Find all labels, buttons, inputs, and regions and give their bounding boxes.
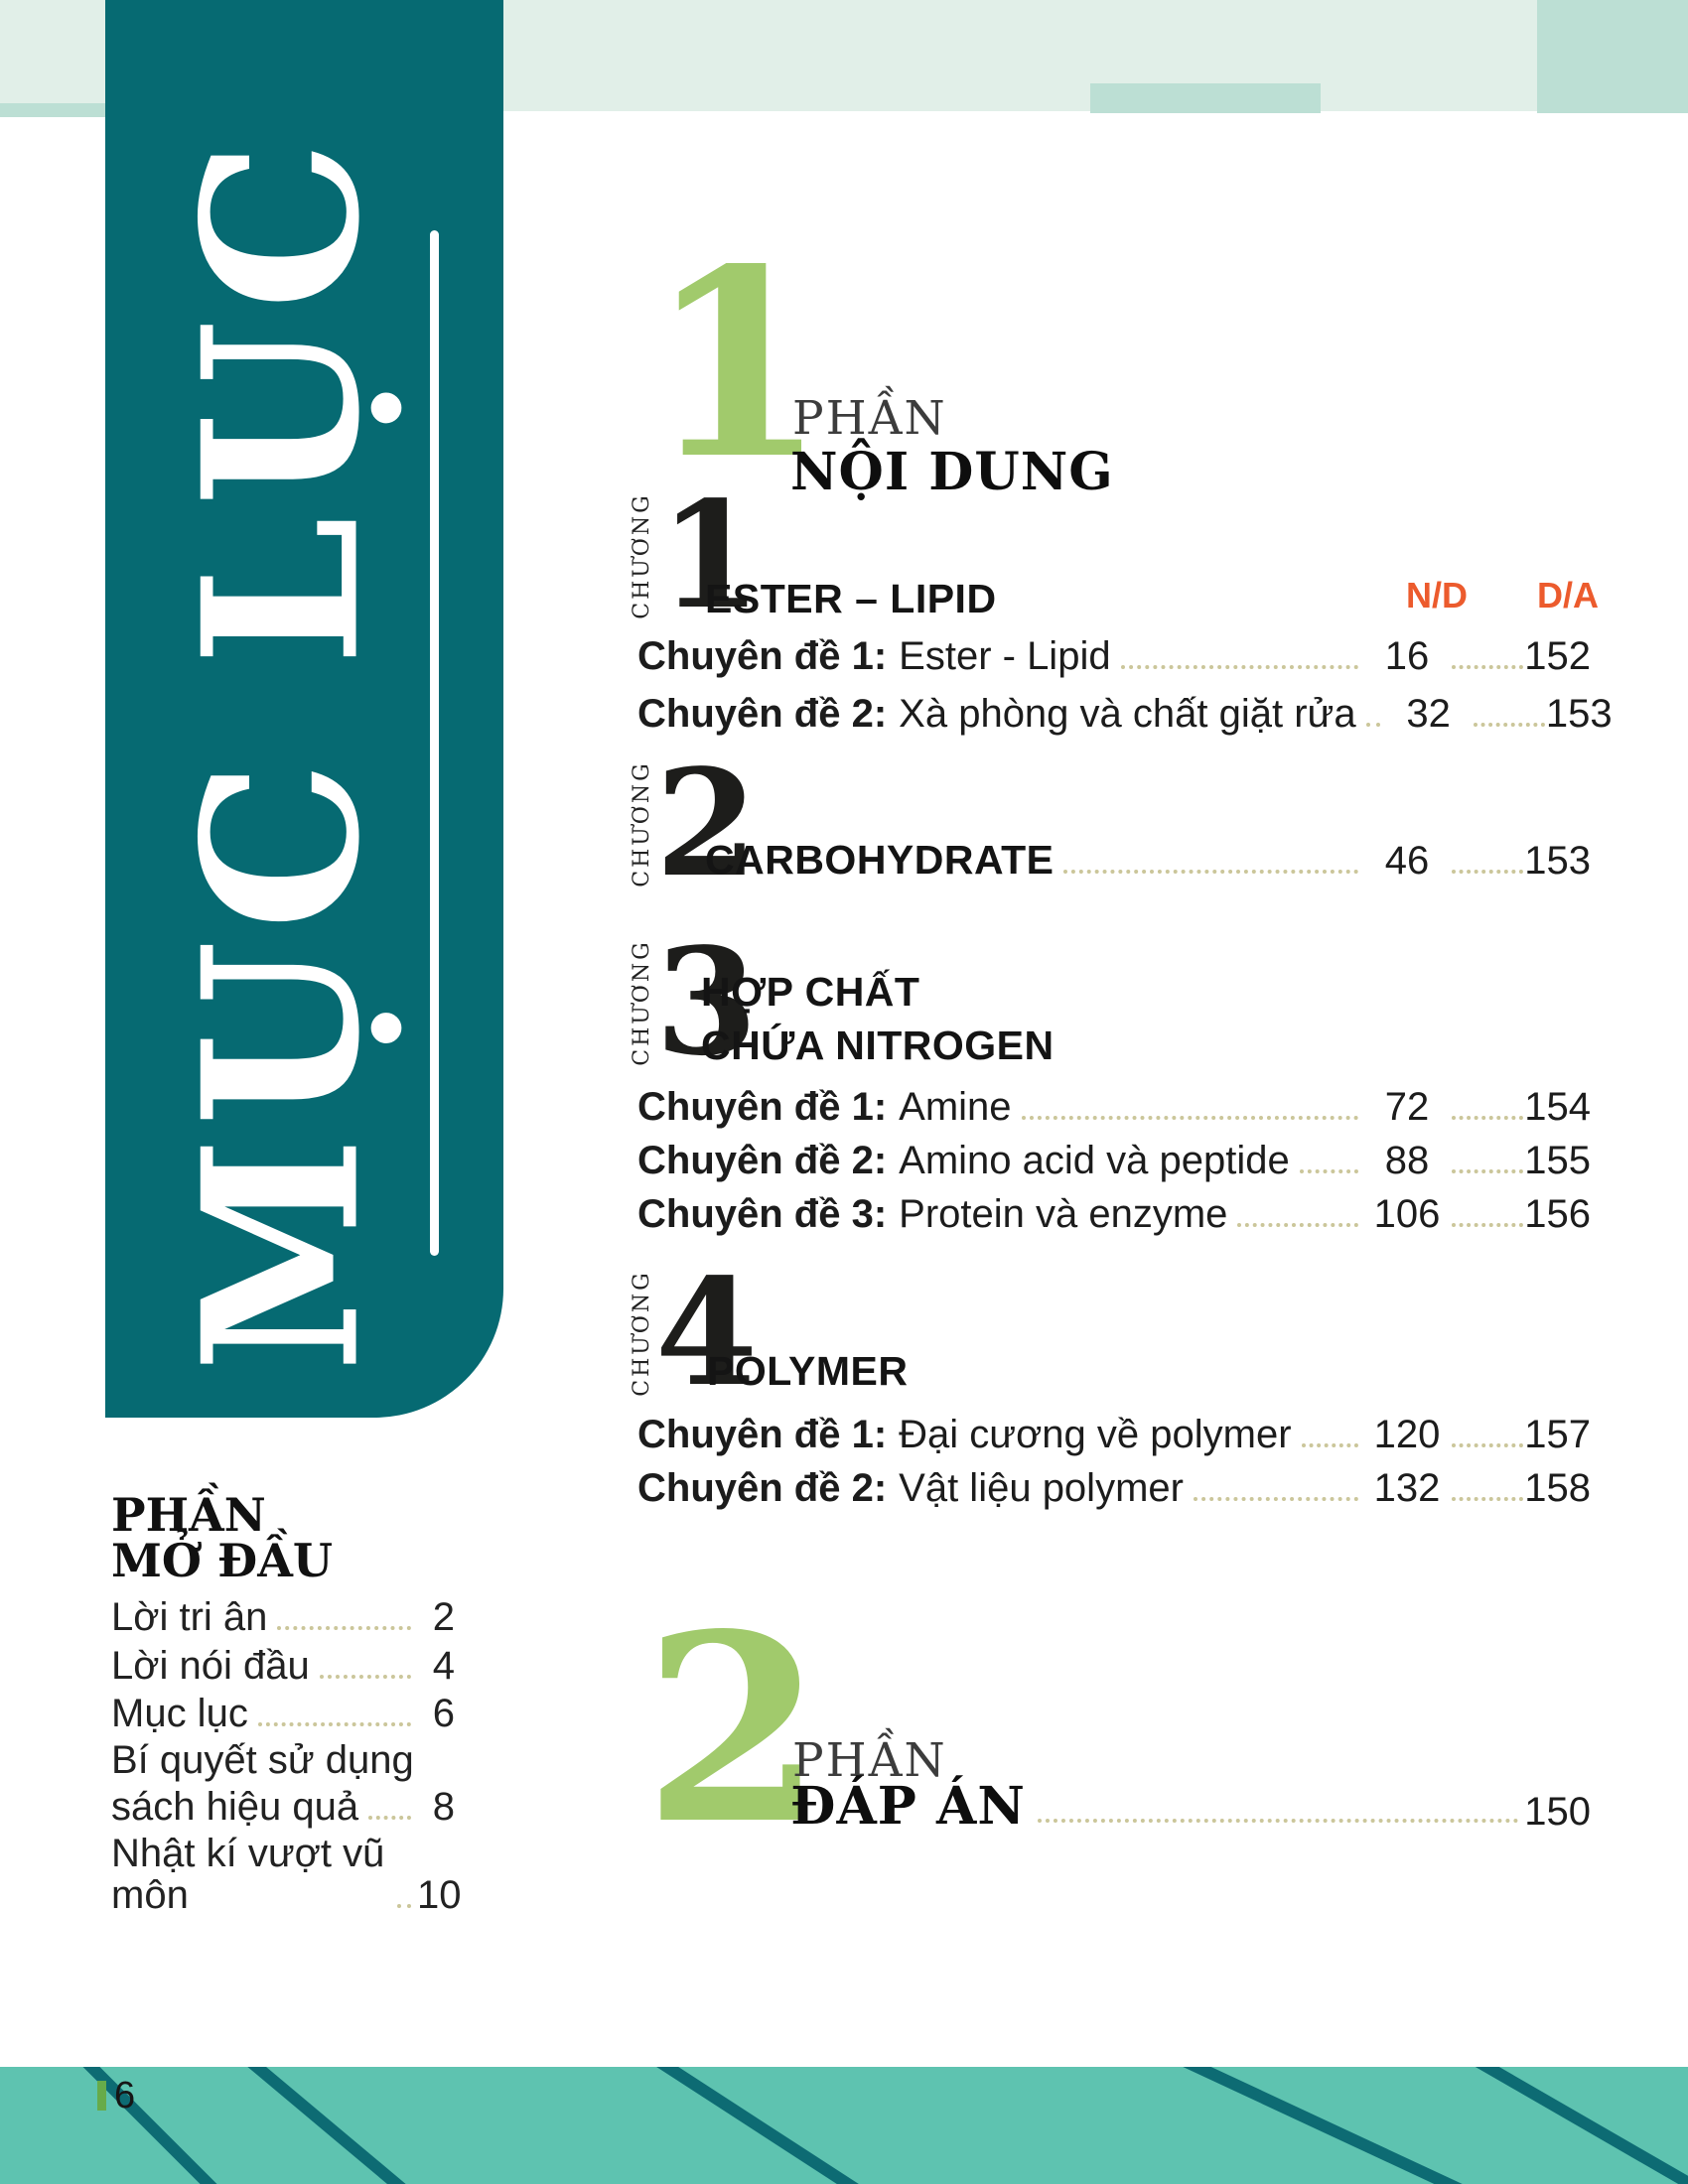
row-prefix: Chuyên đề 2:: [637, 1139, 888, 1182]
dot-leader: [1452, 1169, 1523, 1173]
row-text: Protein và enzyme: [899, 1192, 1228, 1236]
row-text: Amine: [899, 1085, 1012, 1129]
row-prefix: Chuyên đề 2:: [637, 1466, 888, 1510]
intro-item-label: Bí quyết sử dụng: [111, 1738, 414, 1782]
intro-item: [111, 1693, 455, 1734]
chapter4-title: POLYMER: [707, 1348, 909, 1394]
chapter2-number: 2: [655, 737, 758, 909]
chapter2-da-page: 153: [1524, 839, 1591, 884]
toc-row: [637, 1086, 1591, 1128]
row-da-page: 156: [1524, 1192, 1591, 1236]
dot-leader: [1366, 723, 1380, 727]
row-text: Đại cương về polymer: [899, 1413, 1292, 1456]
intro-item-label: Mục lục: [111, 1692, 248, 1735]
page-number-marker: [97, 2081, 106, 2111]
row-nd-page: 106: [1373, 1192, 1441, 1236]
dot-leader: [1474, 723, 1545, 727]
chapter2-label: CHƯƠNG: [630, 760, 654, 887]
part2-page: 150: [1524, 1790, 1591, 1834]
dot-leader: [1022, 1116, 1358, 1120]
intro-item-page: 10: [417, 1873, 462, 1917]
dot-leader: [1452, 665, 1523, 669]
part1-title: NỘI DUNG: [790, 442, 1114, 502]
row-da-page: 152: [1524, 634, 1591, 678]
row-da-page: 155: [1524, 1139, 1591, 1182]
toc-row: [637, 635, 1591, 677]
row-nd-page: 32: [1406, 692, 1451, 736]
intro-heading-line2: MỞ ĐẦU: [111, 1534, 334, 1587]
row-prefix: Chuyên đề 2:: [637, 692, 888, 736]
chapter1-label: CHƯƠNG: [630, 492, 654, 619]
footer-band: [0, 2067, 1688, 2184]
dot-leader: [368, 1816, 411, 1820]
row-prefix: Chuyên đề 1:: [637, 1085, 888, 1129]
intro-item: [111, 1645, 455, 1687]
chapter3-number: 3: [655, 915, 758, 1088]
dot-leader: [258, 1722, 411, 1726]
part1-kicker: PHẦN: [792, 391, 947, 446]
intro-item: [111, 1596, 455, 1638]
dot-leader: [1300, 1169, 1358, 1173]
intro-item: [111, 1832, 462, 1917]
chapter1-number: 1: [659, 469, 762, 641]
intro-item-label: Lời tri ân: [111, 1595, 268, 1639]
dot-leader: [1121, 665, 1358, 669]
part2-kicker: PHẦN: [792, 1733, 947, 1788]
row-prefix: Chuyên đề 1:: [637, 1413, 888, 1456]
dot-leader: [1452, 1497, 1523, 1501]
chapter4-number: 4: [655, 1246, 758, 1419]
intro-item: [111, 1786, 455, 1828]
column-header-nd: N/D: [1406, 575, 1468, 615]
intro-item-label: sách hiệu quả: [111, 1785, 359, 1829]
row-text: Ester - Lipid: [899, 634, 1111, 678]
dot-leader: [1452, 870, 1523, 874]
intro-item-page: 8: [432, 1785, 455, 1829]
dot-leader: [1452, 1443, 1523, 1447]
toc-row: [637, 1140, 1591, 1181]
part2-number: 2: [643, 1578, 823, 1881]
dot-leader: [320, 1675, 411, 1679]
chapter4-label: CHƯƠNG: [630, 1270, 654, 1397]
row-nd-page: 72: [1384, 1085, 1430, 1129]
intro-item-page: 4: [432, 1644, 455, 1688]
intro-item-page: 6: [432, 1692, 455, 1735]
toc-row: [637, 692, 1613, 736]
intro-item-label: Nhật kí vượt vũ môn: [111, 1832, 385, 1917]
row-da-page: 157: [1524, 1413, 1591, 1456]
chapter3-title-line2: CHỨA NITROGEN: [701, 1023, 1055, 1068]
header-block-mid: [1090, 83, 1321, 113]
dot-leader: [1063, 870, 1358, 874]
footer-diagonal-line: [243, 2067, 411, 2184]
intro-item-page: 2: [432, 1595, 455, 1639]
row-nd-page: 132: [1373, 1466, 1441, 1510]
toc-row: [637, 1414, 1591, 1455]
intro-item-label: Lời nói đầu: [111, 1644, 310, 1688]
dot-leader: [1452, 1116, 1523, 1120]
part1-number: 1: [647, 213, 827, 516]
row-nd-page: 120: [1373, 1413, 1441, 1456]
row-prefix: Chuyên đề 3:: [637, 1192, 888, 1236]
footer-diagonal-line: [650, 2067, 865, 2184]
footer-diagonal-line: [1470, 2067, 1688, 2184]
title-banner: [105, 0, 503, 1418]
intro-heading-line1: PHẦN: [111, 1488, 266, 1542]
column-header-da: D/A: [1537, 575, 1599, 615]
title-underline: [430, 230, 439, 1256]
chapter2-nd-page: 46: [1384, 839, 1430, 884]
row-da-page: 154: [1524, 1085, 1591, 1129]
part2-title: ĐÁP ÁN: [790, 1776, 1026, 1837]
row-da-page: 153: [1545, 692, 1613, 736]
header-block-right: [1537, 0, 1688, 113]
dot-leader: [1038, 1819, 1518, 1823]
page-number: 6: [114, 2075, 136, 2116]
dot-leader: [1302, 1443, 1358, 1447]
chapter2-title: CARBOHYDRATE: [705, 837, 1055, 883]
dot-leader: [277, 1626, 411, 1630]
dot-leader: [1452, 1223, 1523, 1227]
row-text: Vật liệu polymer: [899, 1466, 1184, 1510]
row-text: Amino acid và peptide: [899, 1139, 1290, 1182]
row-prefix: Chuyên đề 1:: [637, 634, 888, 678]
page-title: MỤC LỤC: [155, 130, 407, 1373]
dot-leader: [397, 1904, 411, 1908]
dot-leader: [1237, 1223, 1358, 1227]
chapter3-title-line1: HỢP CHẤT: [701, 969, 920, 1015]
chapter3-label: CHƯƠNG: [630, 939, 654, 1066]
row-text: Xà phòng và chất giặt rửa: [899, 692, 1356, 736]
footer-diagonal-line: [1176, 2067, 1469, 2184]
toc-row: [637, 1467, 1591, 1509]
chapter1-title: ESTER – LIPID: [705, 576, 997, 621]
intro-item: [111, 1739, 455, 1781]
row-nd-page: 88: [1384, 1139, 1430, 1182]
toc-row: [637, 1193, 1591, 1235]
chapter2-title-row: [705, 839, 1591, 882]
row-nd-page: 16: [1384, 634, 1430, 678]
row-da-page: 158: [1524, 1466, 1591, 1510]
part2-title-row: [790, 1776, 1591, 1837]
dot-leader: [1194, 1497, 1358, 1501]
